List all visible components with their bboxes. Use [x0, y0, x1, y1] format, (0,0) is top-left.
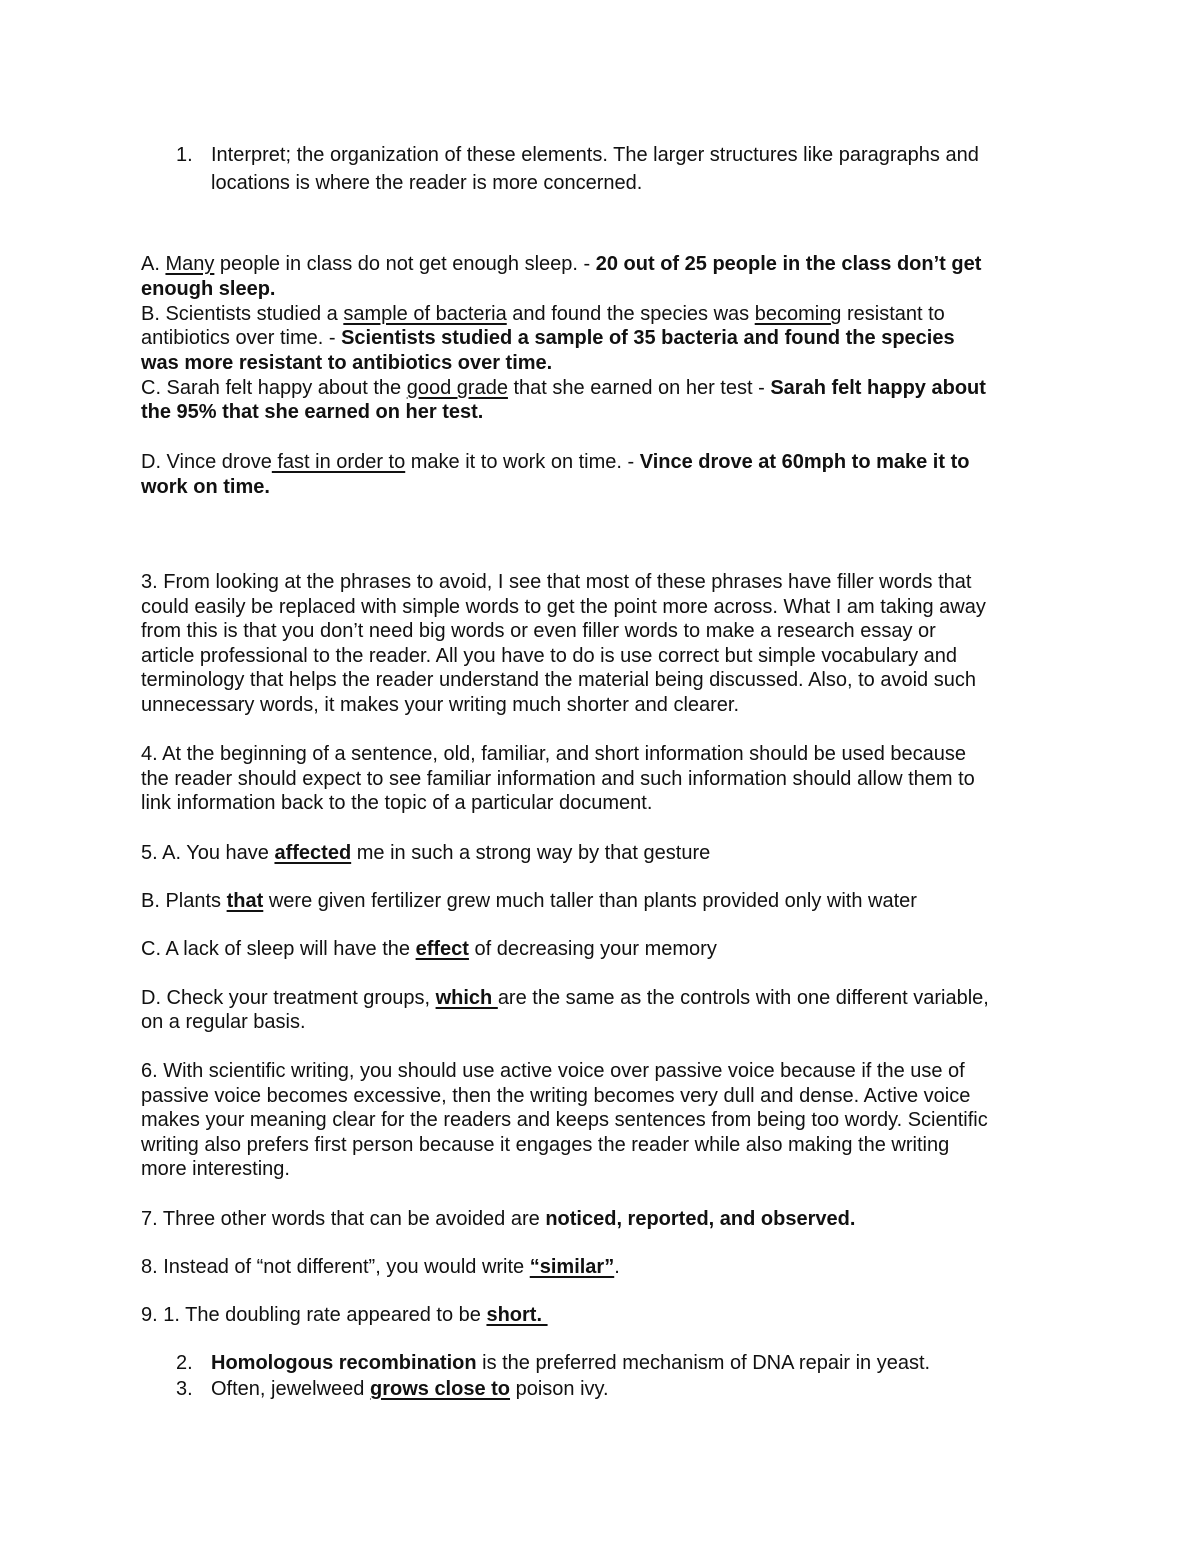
item4-line: 4. At the beginning of a sentence, old, familiar, and short information should be used because — [141, 743, 966, 765]
item2-a-answer-cont: enough sleep. — [141, 278, 276, 300]
item1-number: 1. — [176, 144, 193, 166]
item6-line: writing also prefers first person because it engages the reader while also making the writing — [141, 1134, 950, 1156]
text-run: resistant to — [841, 303, 945, 325]
text-run: people in class do not get enough sleep. - — [214, 253, 596, 275]
text-run: 5. A. You have — [141, 842, 275, 864]
item2-b-line2 — [141, 326, 955, 350]
text-run: C. A lack of sleep will have the — [141, 938, 416, 960]
text-run: D. Vince drove — [141, 451, 272, 473]
item6-line: makes your meaning clear for the readers and keeps sentences from being too wordy. Scientific — [141, 1109, 988, 1131]
item2-a-line — [141, 252, 981, 276]
item4-line: the reader should expect to see familiar information and such information should allow them to — [141, 768, 975, 790]
item4-line: link information back to the topic of a particular document. — [141, 792, 653, 814]
text-run: 9. 1. The doubling rate appeared to be — [141, 1304, 487, 1326]
text-run: were given fertilizer grew much taller than plants provided only with water — [263, 890, 917, 912]
underlined-word: Many — [165, 253, 215, 275]
item9-sub-number: 2. — [176, 1352, 193, 1374]
underlined-phrase: fast in order to — [271, 451, 406, 473]
text-run: B. Scientists studied a — [141, 303, 344, 325]
item1-line: locations is where the reader is more concerned. — [211, 172, 643, 194]
item3-line: from this is that you don’t need big words or even filler words to make a research essay or — [141, 620, 936, 642]
text-run: antibiotics over time. - — [141, 327, 342, 349]
underlined-phrase: sample of bacteria — [343, 303, 507, 325]
text-run: Often, jewelweed — [211, 1378, 370, 1400]
text-run: of decreasing your memory — [468, 938, 717, 960]
item2-c-answer-cont: the 95% that she earned on her test. — [141, 401, 484, 423]
bold-answer: Sarah felt happy about — [770, 377, 986, 399]
bold-underlined-word: that — [226, 890, 264, 912]
bold-phrase: Homologous recombination — [211, 1352, 477, 1374]
text-run: D. Check your treatment groups, — [141, 987, 436, 1009]
bold-underlined-word: “similar” — [529, 1256, 615, 1278]
bold-answer: Scientists studied a sample of 35 bacteria and found the species — [341, 327, 955, 349]
item2-b-answer-cont: was more resistant to antibiotics over time. — [141, 352, 553, 374]
item9-line2 — [211, 1351, 930, 1375]
text-run: 8. Instead of “not different”, you would write — [141, 1256, 530, 1278]
text-run: me in such a strong way by that gesture — [351, 842, 711, 864]
bold-underlined-word: affected — [274, 842, 352, 864]
item2-b-line — [141, 302, 945, 326]
underlined-word: becoming — [754, 303, 842, 325]
text-run: that she earned on her test - — [507, 377, 771, 399]
item2-d-answer-cont: work on time. — [141, 476, 270, 498]
bold-answer: Vince drove at 60mph to make it to — [639, 451, 970, 473]
text-run: make it to work on time. - — [405, 451, 640, 473]
text-run: . — [614, 1256, 620, 1278]
bold-underlined-phrase: grows close to — [369, 1378, 511, 1400]
item2-c-line — [141, 376, 986, 400]
item5-d-line2: on a regular basis. — [141, 1011, 306, 1033]
item9-line1 — [141, 1303, 548, 1327]
item1-line: Interpret; the organization of these elements. The larger structures like paragraphs and — [211, 144, 979, 166]
text-run: B. Plants — [141, 890, 227, 912]
item3-line: terminology that helps the reader understand the material being discussed. Also, to avoid such — [141, 669, 976, 691]
item9-line3 — [211, 1377, 609, 1401]
item6-line: more interesting. — [141, 1158, 290, 1180]
item8-line — [141, 1255, 620, 1279]
text-run: and found the species was — [506, 303, 755, 325]
item5-a-line — [141, 841, 710, 865]
text-run: A. — [141, 253, 166, 275]
text-run: C. Sarah felt happy about the — [141, 377, 407, 399]
item5-c-line — [141, 937, 717, 961]
item9-sub-number: 3. — [176, 1378, 193, 1400]
bold-underlined-word: short. — [486, 1304, 548, 1326]
item7-line — [141, 1207, 855, 1231]
text-run: is the preferred mechanism of DNA repair in yeast. — [476, 1352, 931, 1374]
text-run: 7. Three other words that can be avoided are — [141, 1208, 546, 1230]
bold-answer: noticed, reported, and observed. — [545, 1208, 856, 1230]
bold-underlined-word: which — [435, 987, 498, 1009]
item6-line: passive voice becomes excessive, then the writing becomes very dull and dense. Active voice — [141, 1085, 971, 1107]
item6-line: 6. With scientific writing, you should use active voice over passive voice because if the use of — [141, 1060, 965, 1082]
bold-underlined-word: effect — [415, 938, 469, 960]
item3-line: 3. From looking at the phrases to avoid, I see that most of these phrases have filler words that — [141, 571, 972, 593]
item2-d-line — [141, 450, 969, 474]
underlined-phrase: good grade — [406, 377, 508, 399]
item3-line: could easily be replaced with simple words to get the point more across. What I am taking away — [141, 596, 986, 618]
text-run: are the same as the controls with one different variable, — [497, 987, 989, 1009]
item3-line: article professional to the reader. All you have to do is use correct but simple vocabulary and — [141, 645, 958, 667]
bold-answer: 20 out of 25 people in the class don’t get — [595, 253, 982, 275]
text-run: poison ivy. — [510, 1378, 609, 1400]
item3-line: unnecessary words, it makes your writing much shorter and clearer. — [141, 694, 740, 716]
item5-d-line — [141, 986, 989, 1010]
item5-b-line — [141, 889, 917, 913]
